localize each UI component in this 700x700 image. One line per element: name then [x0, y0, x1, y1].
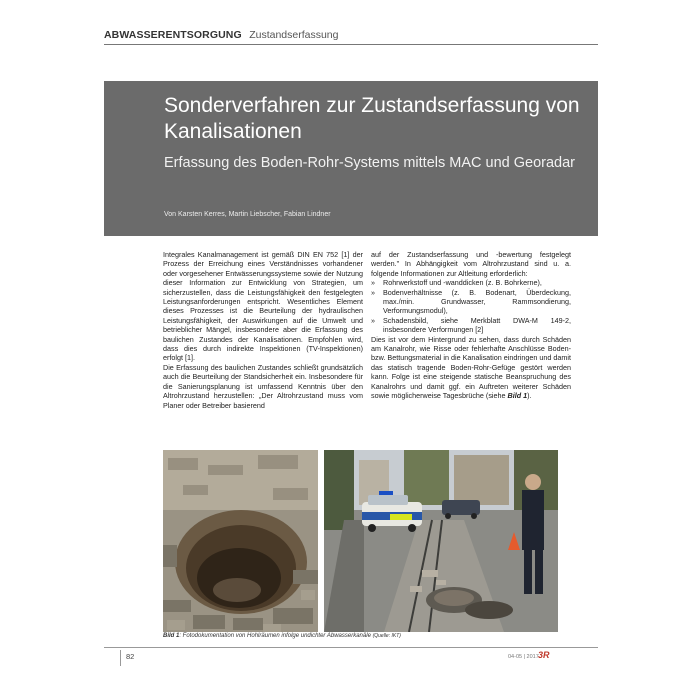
list-item: » Rohrwerkstoff und -wanddicken (z. B. Bohrkerne),: [371, 278, 571, 287]
running-header: [104, 25, 598, 45]
footer-divider: [104, 647, 598, 648]
subsection-label: Zustandserfassung: [249, 29, 339, 41]
street-damage-illustration: [324, 450, 558, 632]
brand-logo: 3R: [538, 650, 550, 660]
page-number: 82: [126, 652, 135, 661]
paragraph: auf der Zustandserfassung und -bewertung festgelegt werden." In Abhängigkeit vom Altrohrzustand sind u. a. folgende Informationen zur Altleitung erforderlich:: [371, 250, 571, 278]
figure-reference: Bild 1: [507, 391, 528, 401]
paragraph: Integrales Kanalmanagement ist gemäß DIN EN 752 [1] der Prozess der Erreichung eines Verständnisses vorhandener oder vorgesehener Entwässerungssysteme sowie der Nutzung dieser Information zur Entwicklung von Strategien, um sicherzustellen, dass die Leistungsfähigkeit den festgelegten Leistungsanforderungen entspricht. Wesentliches Element dieses Prozesses ist die Beurteilung der hydraulischen Leistungsfähigkeit, der Auswirkungen auf die Umwelt und betrieblicher Mängel, insbesondere aber die Erfassung des baulichen Zustandes der Kanalisationen. Empfohlen wird, dass dies durch indirekte Inspektionen (TV-Inspektionen) erfolgt [1].: [163, 250, 363, 363]
list-item: » Schadensbild, siehe Merkblatt DWA-M 149-2, insbesondere Verformungen [2]: [371, 316, 571, 335]
figure-label: Bild 1: [163, 633, 180, 639]
issue-label: 04-05 | 2017: [508, 654, 539, 660]
body-column-right: [371, 250, 571, 401]
sinkhole-photo: [163, 450, 318, 632]
article-subtitle: Erfassung des Boden-Rohr-Systems mittels MAC und Georadar: [164, 155, 576, 171]
caption-source: (Quelle: IKT): [372, 633, 401, 639]
article-title: Sonderverfahren zur Zustandserfassung von Kanalisationen: [164, 94, 580, 143]
footer-marker: [120, 650, 121, 666]
header-divider: [104, 44, 598, 45]
requirements-list: [371, 278, 571, 334]
figure-caption: [163, 633, 563, 639]
section-label: ABWASSERENTSORGUNG: [104, 29, 242, 41]
caption-text: : Fotodokumentation von Hohlräumen infolge undichter Abwasserkanäle: [179, 633, 371, 639]
sinkhole-illustration: [163, 450, 318, 632]
paragraph: Die Erfassung des baulichen Zustandes schließt grundsätzlich auch die Beurteilung der Standsicherheit ein. Insbesondere für die Sanierungsplanung ist umfassend Kenntnis über den Altrohrzustand herzustellen: „Der Altrohrzustand muss vom Planer oder Betreiber basierend: [163, 362, 363, 410]
paragraph: Dies ist vor dem Hintergrund zu sehen, dass durch Schäden am Kanalrohr, wie Risse oder fehlerhafte Anschlüsse Boden- bzw. Bettungsmaterial in die Kanalisation eindringen und damit das statisch tragende Boden-Rohr-Gefüge gestört werden kann. Folge ist eine steigende statische Beanspruchung des Kanalrohrs und damit ggf. ein Auftreten weiterer Schäden sowie möglicherweise Tagesbrüche (siehe Bild 1).: [371, 334, 571, 401]
article-authors: Von Karsten Kerres, Martin Liebscher, Fabian Lindner: [164, 211, 331, 218]
title-banner: [104, 81, 598, 236]
body-column-left: [163, 250, 363, 410]
street-damage-photo: [324, 450, 558, 632]
list-item: » Bodenverhältnisse (z. B. Bodenart, Überdeckung, max./min. Grundwasser, Rammsondierung, Verformungsmodul),: [371, 288, 571, 316]
